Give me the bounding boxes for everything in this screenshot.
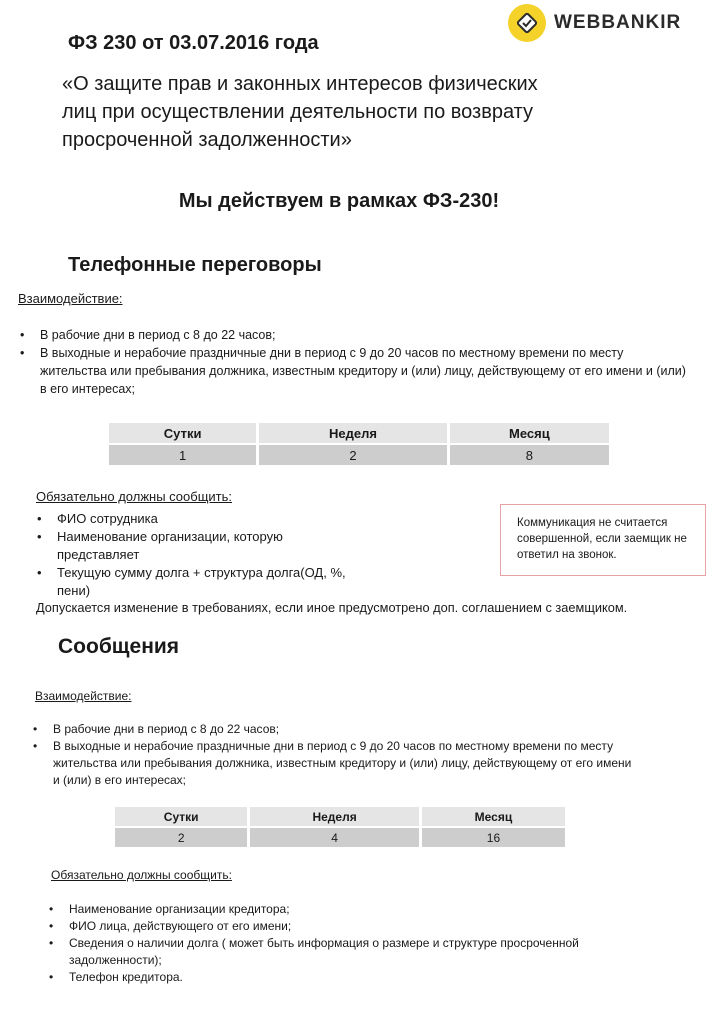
table-cell: 1 [109, 445, 256, 465]
law-title-line: просроченной задолженности» [62, 129, 352, 151]
allowed-changes-text: Допускается изменение в требованиях, если иное предусмотрено доп. соглашением с заемщиком. [36, 600, 628, 615]
messages-schedule-list [31, 721, 641, 789]
brand-logo [508, 4, 681, 42]
table-header-cell: Неделя [250, 807, 419, 826]
list-item: • Сведения о наличии долга ( может быть информация о размере и структуре просроченной задолженности); [47, 935, 637, 969]
list-item: • Телефон кредитора. [47, 969, 637, 986]
table-cell: 4 [250, 828, 419, 847]
call-note-box: Коммуникация не считается совершенной, если заемщик не ответил на звонок. [500, 504, 706, 576]
phone-section-heading: Телефонные переговоры [68, 254, 322, 276]
list-item: • В выходные и нерабочие праздничные дни в период с 9 до 20 часов по местному времени по месту жительства или пребывания должника, известным кредитору и (или) лицу, действующему от его имени и (или) в его интересах; [31, 738, 641, 789]
law-title-line: «О защите прав и законных интересов физических [62, 73, 538, 95]
list-item: • Наименование организации, которую представляет [35, 528, 355, 564]
table-row [115, 828, 565, 847]
table-header-row [115, 807, 565, 826]
list-item: • В выходные и нерабочие праздничные дни в период с 9 до 20 часов по местному времени по месту жительства или пребывания должника, известным кредитору и (или) лицу, действующему от его имени и (или) в его интересах; [18, 344, 688, 398]
webbankir-logo-icon [508, 4, 546, 42]
table-cell: 2 [259, 445, 447, 465]
list-item: • В рабочие дни в период с 8 до 22 часов; [18, 326, 688, 344]
list-item: • Наименование организации кредитора; [47, 901, 637, 918]
table-header-cell: Месяц [450, 423, 609, 443]
messages-limits-table [112, 805, 568, 849]
table-header-cell: Неделя [259, 423, 447, 443]
table-header-row [109, 423, 609, 443]
messages-section-heading: Сообщения [58, 635, 180, 658]
table-cell: 8 [450, 445, 609, 465]
messages-interaction-label: Взаимодействие: [35, 689, 132, 703]
messages-must-inform-label: Обязательно должны сообщить: [51, 868, 232, 882]
list-item: • В рабочие дни в период с 8 до 22 часов; [31, 721, 641, 738]
table-row [109, 445, 609, 465]
table-header-cell: Сутки [109, 423, 256, 443]
law-title [62, 70, 662, 154]
table-cell: 16 [422, 828, 565, 847]
phone-schedule-list [18, 326, 688, 398]
messages-must-inform-list [47, 901, 637, 986]
list-item: • ФИО лица, действующего от его имени; [47, 918, 637, 935]
table-header-cell: Месяц [422, 807, 565, 826]
phone-must-inform-list [35, 510, 355, 600]
table-header-cell: Сутки [115, 807, 247, 826]
brand-name: WEBBANKIR [554, 12, 682, 33]
motto: Мы действуем в рамках ФЗ-230! [178, 190, 500, 212]
list-item: • Текущую сумму долга + структура долга(ОД, %, пени) [35, 564, 355, 600]
phone-interaction-label: Взаимодействие: [18, 291, 123, 306]
phone-limits-table [106, 421, 612, 467]
law-title-line: лиц при осуществлении деятельности по возврату [62, 101, 534, 123]
law-heading: ФЗ 230 от 03.07.2016 года [68, 32, 319, 54]
list-item: • ФИО сотрудника [35, 510, 355, 528]
phone-must-inform-label: Обязательно должны сообщить: [36, 489, 232, 504]
table-cell: 2 [115, 828, 247, 847]
